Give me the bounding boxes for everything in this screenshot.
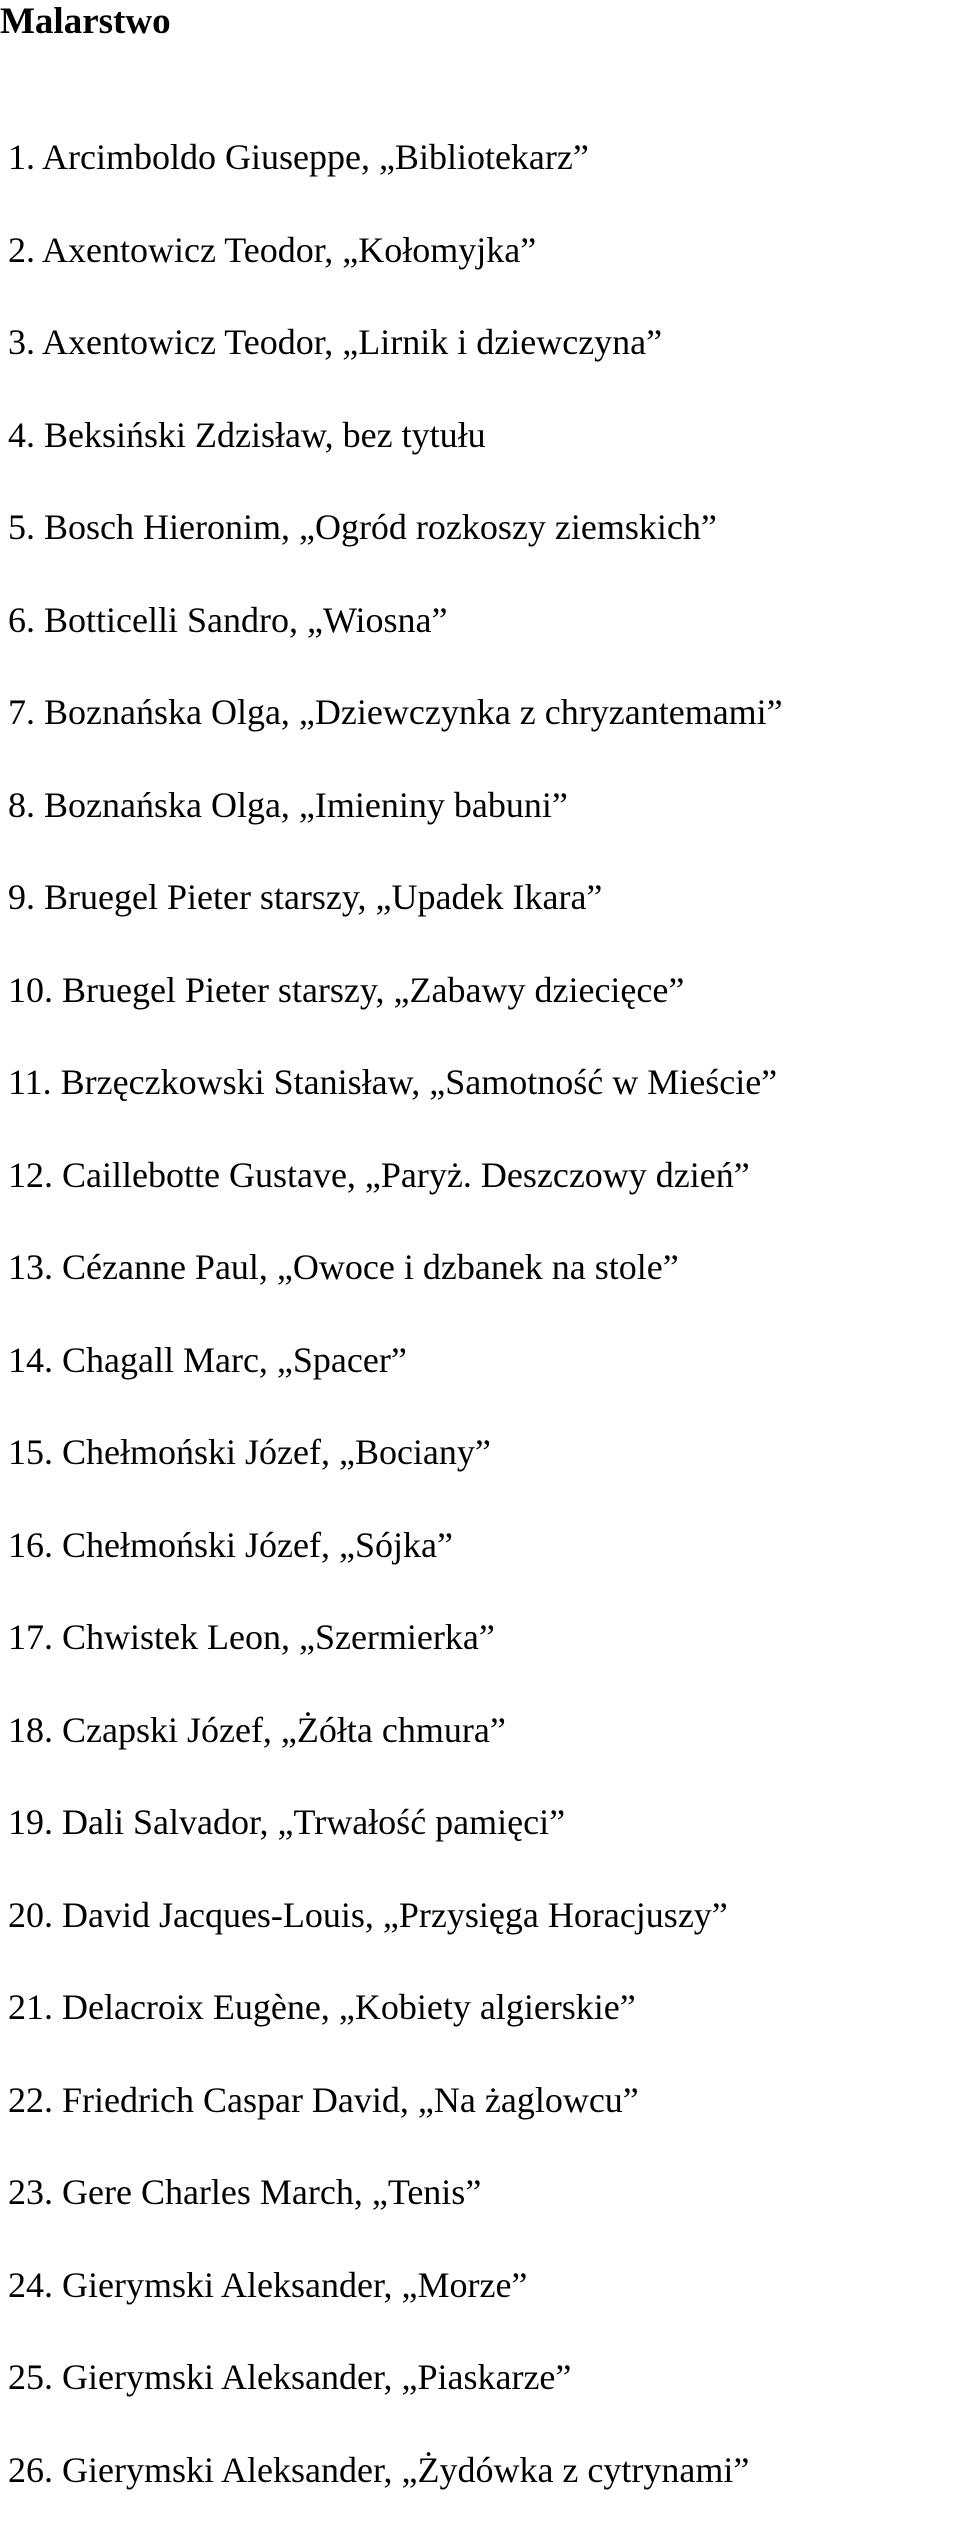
- list-item-number: 8.: [8, 785, 35, 825]
- list-item: [8, 1987, 783, 2080]
- list-item: [8, 2357, 783, 2450]
- list-item-text: Boznańska Olga, „Imieniny babuni”: [44, 785, 568, 825]
- list-item-text: Friedrich Caspar David, „Na żaglowcu”: [62, 2080, 639, 2120]
- list-item-text: Chełmoński Józef, „Sójka”: [62, 1525, 453, 1565]
- list-item-number: 12.: [8, 1155, 53, 1195]
- list-item-text: Czapski Józef, „Żółta chmura”: [62, 1710, 506, 1750]
- list-item-text: Delacroix Eugène, „Kobiety algierskie”: [62, 1987, 636, 2027]
- list-item-text: Bruegel Pieter starszy, „Upadek Ikara”: [44, 877, 602, 917]
- list-item-number: 25.: [8, 2357, 53, 2397]
- list-item: [8, 1247, 783, 1340]
- list-item-number: 17.: [8, 1617, 53, 1657]
- list-item: [8, 1525, 783, 1618]
- list-item-number: 15.: [8, 1432, 53, 1472]
- list-item-text: Botticelli Sandro, „Wiosna”: [44, 600, 447, 640]
- list-item-number: 4.: [8, 415, 35, 455]
- list-item-number: 22.: [8, 2080, 53, 2120]
- list-item-text: Axentowicz Teodor, „Lirnik i dziewczyna”: [42, 322, 662, 362]
- list-item: [8, 415, 783, 508]
- list-item-number: 11.: [8, 1062, 52, 1102]
- painting-list: [8, 137, 783, 2542]
- list-item: [8, 507, 783, 600]
- list-item: [8, 230, 783, 323]
- list-item-number: 26.: [8, 2450, 53, 2490]
- list-item-number: 1.: [8, 137, 35, 177]
- list-item-number: 24.: [8, 2265, 53, 2305]
- list-item-number: 6.: [8, 600, 35, 640]
- list-item-number: 5.: [8, 507, 35, 547]
- list-item-number: 9.: [8, 877, 35, 917]
- list-item-number: 10.: [8, 970, 53, 1010]
- list-item-number: 18.: [8, 1710, 53, 1750]
- list-item: [8, 600, 783, 693]
- list-item-text: Brzęczkowski Stanisław, „Samotność w Mieście”: [61, 1062, 777, 1102]
- list-item-number: 23.: [8, 2172, 53, 2212]
- list-item-text: Axentowicz Teodor, „Kołomyjka”: [42, 230, 536, 270]
- page-title: Malarstwo: [0, 0, 171, 44]
- list-item-text: Caillebotte Gustave, „Paryż. Deszczowy dzień”: [62, 1155, 750, 1195]
- list-item: [8, 785, 783, 878]
- list-item: [8, 2172, 783, 2265]
- list-item-text: Dali Salvador, „Trwałość pamięci”: [62, 1802, 565, 1842]
- list-item-text: Bosch Hieronim, „Ogród rozkoszy ziemskich”: [44, 507, 717, 547]
- list-item-text: Gierymski Aleksander, „Piaskarze”: [62, 2357, 571, 2397]
- list-item-text: Bruegel Pieter starszy, „Zabawy dziecięce”: [62, 970, 684, 1010]
- list-item-text: Gierymski Aleksander, „Żydówka z cytrynami”: [62, 2450, 749, 2490]
- list-item: [8, 2265, 783, 2358]
- list-item-text: Chełmoński Józef, „Bociany”: [62, 1432, 491, 1472]
- list-item: [8, 322, 783, 415]
- list-item-number: 20.: [8, 1895, 53, 1935]
- list-item: [8, 970, 783, 1063]
- list-item-number: 13.: [8, 1247, 53, 1287]
- list-item-number: 16.: [8, 1525, 53, 1565]
- list-item-text: Gierymski Aleksander, „Morze”: [62, 2265, 527, 2305]
- list-item-number: 14.: [8, 1340, 53, 1380]
- list-item: [8, 1617, 783, 1710]
- list-item-text: Cézanne Paul, „Owoce i dzbanek na stole”: [62, 1247, 679, 1287]
- list-item-text: Arcimboldo Giuseppe, „Bibliotekarz”: [42, 137, 589, 177]
- list-item-number: 19.: [8, 1802, 53, 1842]
- list-item: [8, 1895, 783, 1988]
- list-item: [8, 1340, 783, 1433]
- list-item: [8, 2080, 783, 2173]
- list-item-text: Gere Charles March, „Tenis”: [62, 2172, 481, 2212]
- list-item-number: 21.: [8, 1987, 53, 2027]
- list-item: [8, 137, 783, 230]
- list-item: [8, 2450, 783, 2542]
- list-item-number: 3.: [8, 322, 35, 362]
- list-item: [8, 1062, 783, 1155]
- list-item-number: 2.: [8, 230, 35, 270]
- list-item: [8, 1710, 783, 1803]
- list-item: [8, 692, 783, 785]
- list-item-text: David Jacques-Louis, „Przysięga Horacjuszy”: [62, 1895, 728, 1935]
- list-item: [8, 1155, 783, 1248]
- list-item-text: Chagall Marc, „Spacer”: [62, 1340, 407, 1380]
- list-item-text: Boznańska Olga, „Dziewczynka z chryzantemami”: [44, 692, 783, 732]
- list-item: [8, 877, 783, 970]
- list-item: [8, 1802, 783, 1895]
- list-item-text: Chwistek Leon, „Szermierka”: [62, 1617, 495, 1657]
- list-item-text: Beksiński Zdzisław, bez tytułu: [44, 415, 486, 455]
- list-item: [8, 1432, 783, 1525]
- list-item-number: 7.: [8, 692, 35, 732]
